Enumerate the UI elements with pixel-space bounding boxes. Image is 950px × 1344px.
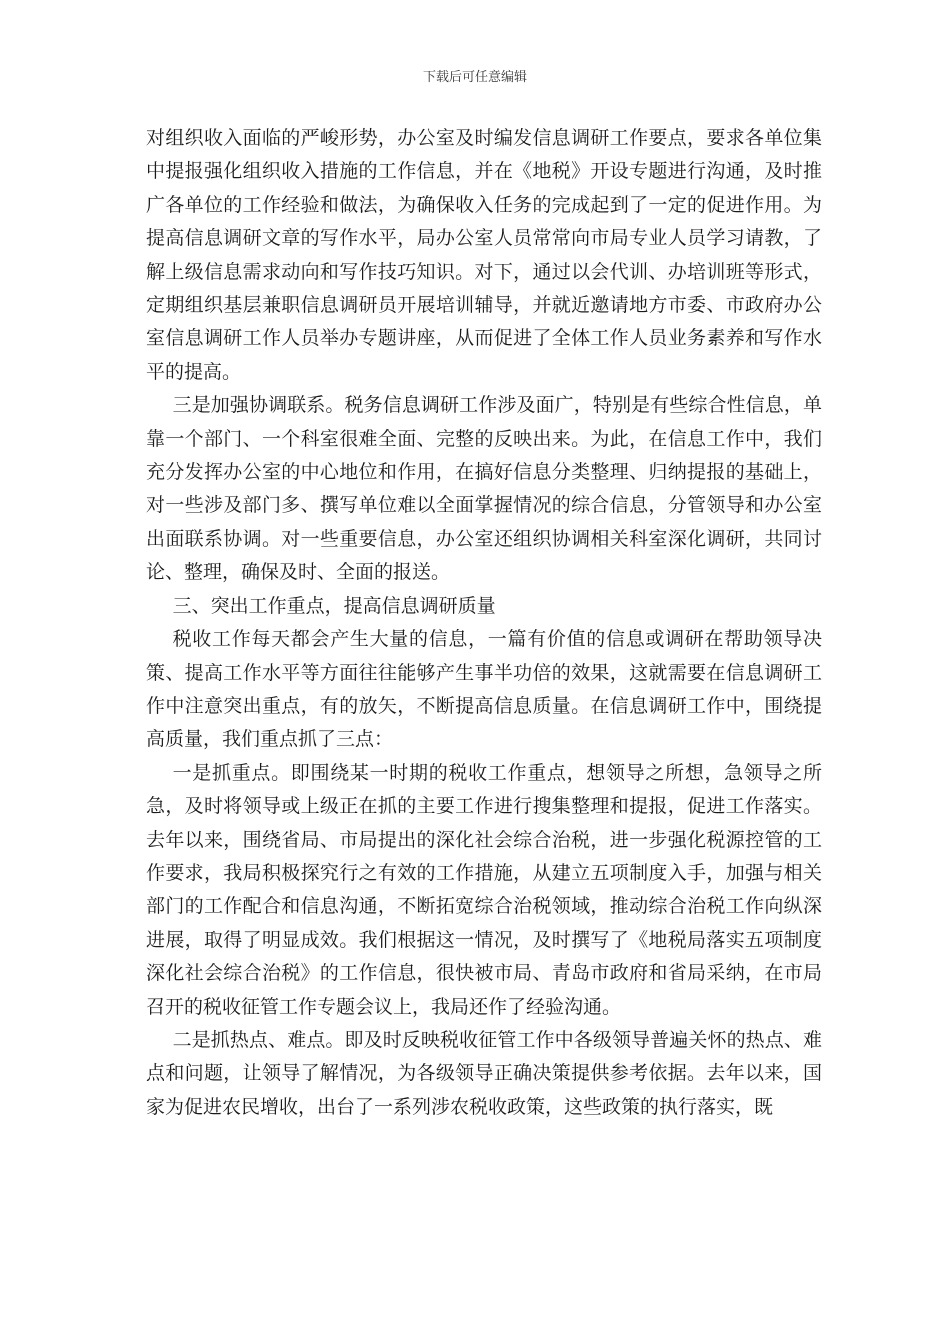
section-heading: 三、突出工作重点，提高信息调研质量 xyxy=(172,594,496,617)
paragraph: 一是抓重点。即围绕某一时期的税收工作重点，想领导之所想，急领导之所急，及时将领导或上级正在抓的主要工作进行搜集整理和提报，促进工作落实。去年以来，围绕省局、市局提出的深化社会综合治税，进一步强化税源控管的工作要求，我局积极探究行之有效的工作措施，从建立五项制度入手，加强与相关部门的工作配合和信息沟通，不断拓宽综合治税领域，推动综合治税工作向纵深进展，取得了明显成效。我们根据这一情况，及时撰写了《地税局落实五项制度深化社会综合治税》的工作信息，很快被市局、青岛市政府和省局采纳，在市局召开的税收征管工作专题会议上，我局还作了经验沟通。 xyxy=(146,761,822,1018)
paragraph: 二是抓热点、难点。即及时反映税收征管工作中各级领导普遍关怀的热点、难点和问题，让领导了解情况，为各级领导正确决策提供参考依据。去年以来，国家为促进农民增收，出台了一系列涉农税收政策，这些政策的执行落实，既 xyxy=(146,1028,822,1118)
paragraph: 税收工作每天都会产生大量的信息，一篇有价值的信息或调研在帮助领导决策、提高工作水平等方面往往能够产生事半功倍的效果，这就需要在信息调研工作中注意突出重点，有的放矢，不断提高信息质量。在信息调研工作中，围绕提高质量，我们重点抓了三点： xyxy=(146,628,822,751)
document-body xyxy=(146,122,822,1124)
paragraph: 对组织收入面临的严峻形势，办公室及时编发信息调研工作要点，要求各单位集中提报强化组织收入措施的工作信息，并在《地税》开设专题进行沟通，及时推广各单位的工作经验和做法，为确保收入任务的完成起到了一定的促进作用。为提高信息调研文章的写作水平，局办公室人员常常向市局专业人员学习请教，了解上级信息需求动向和写作技巧知识。对下，通过以会代训、办培训班等形式，定期组织基层兼职信息调研员开展培训辅导，并就近邀请地方市委、市政府办公室信息调研工作人员举办专题讲座，从而促进了全体工作人员业务素养和写作水平的提高。 xyxy=(146,127,822,383)
page-header: 下载后可任意编辑 xyxy=(422,70,527,85)
paragraph: 三是加强协调联系。税务信息调研工作涉及面广，特别是有些综合性信息，单靠一个部门、一个科室很难全面、完整的反映出来。为此，在信息工作中，我们充分发挥办公室的中心地位和作用，在搞好信息分类整理、归纳提报的基础上，对一些涉及部门多、撰写单位难以全面掌握情况的综合信息，分管领导和办公室出面联系协调。对一些重要信息，办公室还组织协调相关科室深化调研，共同讨论、整理，确保及时、全面的报送。 xyxy=(146,394,822,584)
